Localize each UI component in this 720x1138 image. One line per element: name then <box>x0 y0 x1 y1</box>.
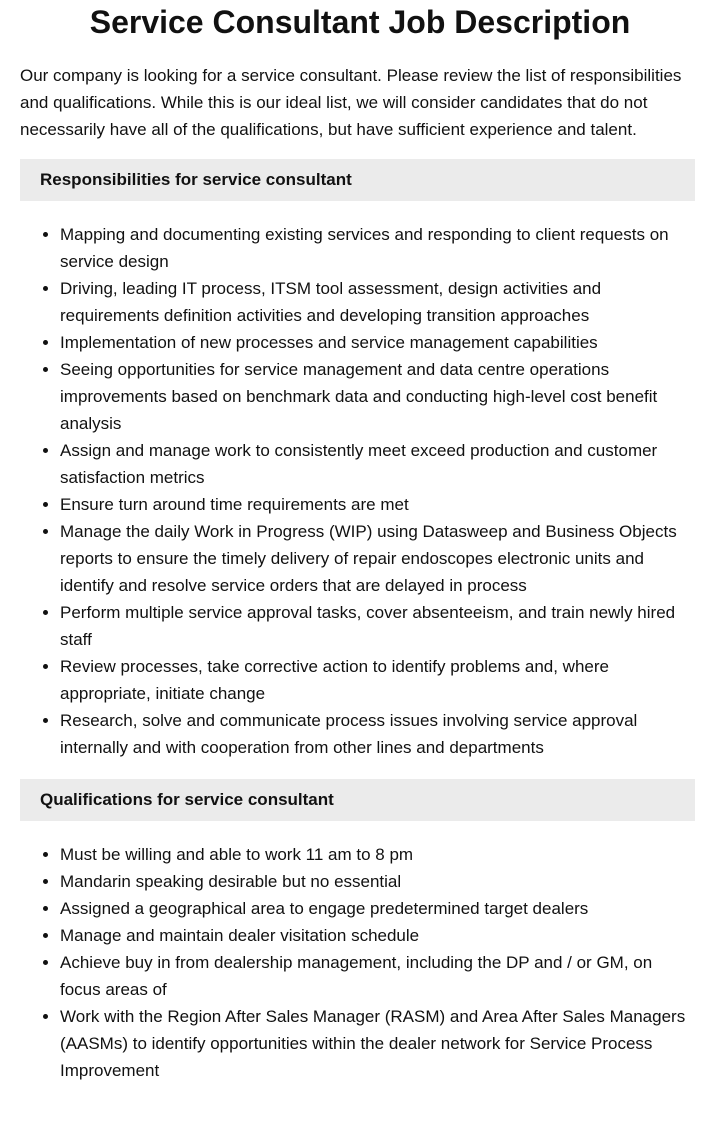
responsibilities-list <box>20 221 695 761</box>
list-item: • Manage the daily Work in Progress (WIP) using Datasweep and Business Objects reports to ensure the timely delivery of repair endoscopes electronic units and identify and resolve service orders that are delayed in process <box>60 518 695 599</box>
list-item: • Assign and manage work to consistently meet exceed production and customer satisfaction metrics <box>60 437 695 491</box>
list-item: • Implementation of new processes and service management capabilities <box>60 329 695 356</box>
list-item: • Must be willing and able to work 11 am to 8 pm <box>60 841 695 868</box>
list-item: • Manage and maintain dealer visitation schedule <box>60 922 695 949</box>
list-item: • Research, solve and communicate process issues involving service approval internally and with cooperation from other lines and departments <box>60 707 695 761</box>
intro-paragraph: Our company is looking for a service consultant. Please review the list of responsibilities and qualifications. While this is our ideal list, we will consider candidates that do not necessarily have all of the qualifications, but have sufficient experience and talent. <box>20 66 682 139</box>
list-item: • Achieve buy in from dealership management, including the DP and / or GM, on focus areas of <box>60 949 695 1003</box>
qualifications-heading: Qualifications for service consultant <box>20 779 695 821</box>
qualifications-list <box>20 841 695 1084</box>
list-item: • Driving, leading IT process, ITSM tool assessment, design activities and requirements definition activities and developing transition approaches <box>60 275 695 329</box>
list-item: • Seeing opportunities for service management and data centre operations improvements based on benchmark data and conducting high-level cost benefit analysis <box>60 356 695 437</box>
list-item: • Ensure turn around time requirements are met <box>60 491 695 518</box>
list-item: • Mandarin speaking desirable but no essential <box>60 868 695 895</box>
page-title: Service Consultant Job Description <box>89 4 631 40</box>
list-item: • Mapping and documenting existing services and responding to client requests on service design <box>60 221 695 275</box>
list-item: • Assigned a geographical area to engage predetermined target dealers <box>60 895 695 922</box>
list-item: • Perform multiple service approval tasks, cover absenteeism, and train newly hired staff <box>60 599 695 653</box>
responsibilities-heading: Responsibilities for service consultant <box>20 159 695 201</box>
list-item: • Work with the Region After Sales Manager (RASM) and Area After Sales Managers (AASMs) to identify opportunities within the dealer network for Service Process Improvement <box>60 1003 695 1084</box>
list-item: • Review processes, take corrective action to identify problems and, where appropriate, initiate change <box>60 653 695 707</box>
